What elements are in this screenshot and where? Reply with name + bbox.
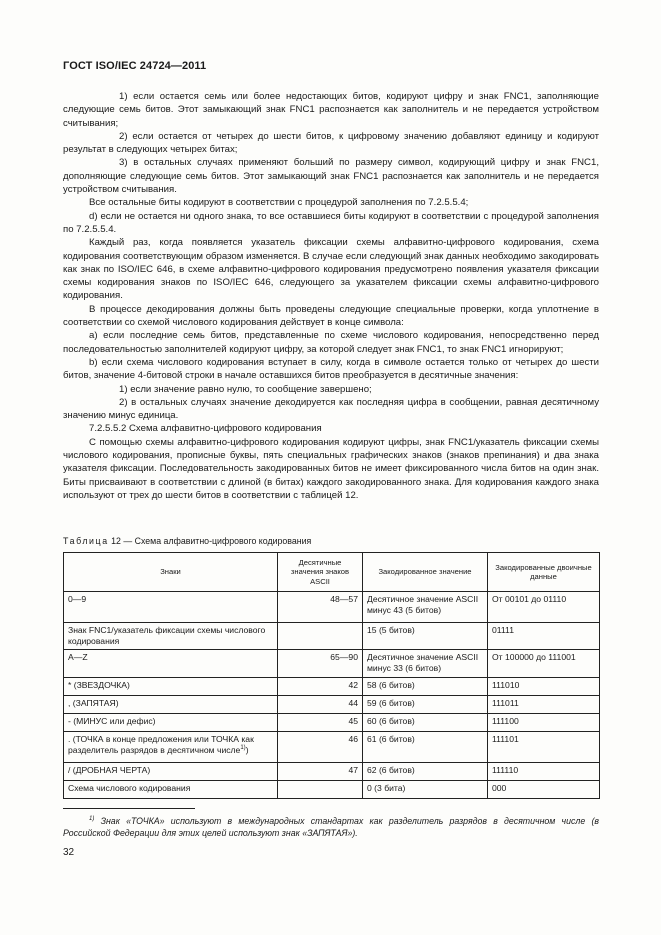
cell-ascii: 47 xyxy=(278,763,363,781)
paragraph-c2: 2) если остается от четырех до шести битов, к цифровому значению добавляют единицу и кодируют результат в следующих четырех битах; xyxy=(63,130,599,156)
paragraph-c3: 3) в остальных случаях применяют больший по размеру символ, кодирующий цифру и знак FNC1, дополняющие следующие семь битов. Этот замыкающий знак FNC1 распознается как заполнитель и не передается устройством считывания. xyxy=(63,157,599,196)
footnote-text: Знак «ТОЧКА» используют в международных стандартах как разделитель разрядов в десятичном числе (в Российской Федерации для этих целей используют знак «ЗАПЯТАЯ»). xyxy=(63,816,599,839)
table-row xyxy=(64,781,600,799)
paragraph-b: b) если схема числового кодирования вступает в силу, когда в символе остается только от четырех до шести битов, значение 4-битовой строки в начале оставшихся битов преобразуется в десятичные значения: xyxy=(63,356,599,382)
table-caption-text: 12 — Схема алфавитно-цифрового кодирования xyxy=(111,536,312,546)
paragraph-a: a) если последние семь битов, представленные по схеме числового кодирования, непосредственно перед последовательностью заполнителей кодируют цифру, за которой следует знак FNC1, то знак FNC1 игнорируют; xyxy=(63,330,599,355)
header-binary-data: Закодированные двоичные данные xyxy=(488,553,600,592)
cell-ascii xyxy=(278,623,363,650)
paragraph-alphanumeric: С помощью схемы алфавитно-цифрового кодирования кодируют цифры, знак FNC1/указатель фиксации схемы числового кодирования, прописные буквы, пять специальных графических знаков (знаков препинания) и два знака указателя фиксации. Последовательность закодированных битов не имеет фиксированного числа битов на один знак. Биты присваивают в соответствии с длиной (в битах) каждого закодированного знака. Для кодирования каждого знака используют от трех до шести битов в соответствии с таблицей 12. xyxy=(63,436,599,501)
paragraph-remaining-bits: Все остальные биты кодируют в соответствии с процедурой заполнения по 7.2.5.5.4; xyxy=(89,197,469,209)
section-heading: 7.2.5.5.2 Схема алфавитно-цифрового кодирования xyxy=(89,423,322,435)
header-encoded-value: Закодированное значение xyxy=(363,553,488,592)
cell-character-text: . (ТОЧКА в конце предложения или ТОЧКА как разделитель разрядов в десятичном числе xyxy=(68,734,254,755)
cell-encoded: 62 (6 битов) xyxy=(363,763,488,781)
table-row xyxy=(64,714,600,732)
cell-ascii: 42 xyxy=(278,678,363,696)
cell-ascii: 46 xyxy=(278,732,363,763)
paragraph-latch: Каждый раз, когда появляется указатель фиксации схемы алфавитно-цифрового кодирования, схема кодирования соответствующим образом изменяется. В случае если следующий знак данных необходимо закодировать как знак по ISO/IEC 646, в схеме алфавитно-цифрового кодирования предусмотрено появления указателя фиксации схемы кодирования знаков по ISO/IEC 646, следующего за указателем фиксации схемы алфавитно-цифрового кодирования. xyxy=(63,237,599,302)
table-caption-prefix: Таблица xyxy=(63,536,109,546)
cell-binary: 111011 xyxy=(488,696,600,714)
paragraph-c1: 1) если остается семь или более недостающих битов, кодируют цифру и знак FNC1, заполняющие следующие семь битов. Этот замыкающий знак FNC1 распознается как заполнитель и не передается устройством считывания; xyxy=(63,91,599,129)
cell-encoded: Десятичное значение ASCII минус 33 (6 битов) xyxy=(363,650,488,678)
cell-ascii xyxy=(278,781,363,799)
cell-character: Знак FNC1/указатель фиксации схемы числового кодирования xyxy=(64,623,278,650)
paragraph-decoding: В процессе декодирования должны быть проведены следующие специальные проверки, когда уплотнение в соответствии со схемой числового кодирования действует в конце символа: xyxy=(63,303,599,329)
table-row xyxy=(64,732,600,763)
footnote xyxy=(63,815,599,840)
table-row xyxy=(64,623,600,650)
cell-binary: От 100000 до 111001 xyxy=(488,650,600,678)
cell-binary: 111100 xyxy=(488,714,600,732)
cell-encoded: 60 (6 битов) xyxy=(363,714,488,732)
standard-header: ГОСТ ISO/IEC 24724—2011 xyxy=(63,60,207,72)
table-row xyxy=(64,592,600,623)
paragraph-b2: 2) в остальных случаях значение декодируется как последняя цифра в сообщении, равная десятичному значению минус единица. xyxy=(63,396,599,422)
cell-binary: 01111 xyxy=(488,623,600,650)
header-ascii-values: Десятичные значения знаков ASCII xyxy=(278,553,363,592)
cell-binary: 000 xyxy=(488,781,600,799)
cell-ascii: 45 xyxy=(278,714,363,732)
cell-character: - (МИНУС или дефис) xyxy=(64,714,278,732)
cell-character: Схема числового кодирования xyxy=(64,781,278,799)
cell-binary: 111010 xyxy=(488,678,600,696)
cell-encoded: 59 (6 битов) xyxy=(363,696,488,714)
table-header-row xyxy=(64,553,600,592)
body-text xyxy=(63,90,599,502)
table-row xyxy=(64,678,600,696)
footnote-mark: 1) xyxy=(89,816,95,823)
cell-character: * (ЗВЕЗДОЧКА) xyxy=(64,678,278,696)
table-caption xyxy=(63,536,311,546)
cell-binary: От 00101 до 01110 xyxy=(488,592,600,623)
encodation-table xyxy=(63,552,600,799)
cell-encoded: 61 (6 битов) xyxy=(363,732,488,763)
cell-encoded: Десятичное значение ASCII минус 43 (5 битов) xyxy=(363,592,488,623)
cell-character xyxy=(64,732,278,763)
cell-binary: 111110 xyxy=(488,763,600,781)
cell-encoded: 15 (5 битов) xyxy=(363,623,488,650)
cell-character: A—Z xyxy=(64,650,278,678)
cell-character-close: ) xyxy=(245,744,249,755)
cell-encoded: 0 (3 бита) xyxy=(363,781,488,799)
paragraph-d: d) если не остается ни одного знака, то все оставшиеся биты кодируют в соответствии с процедурой заполнения по 7.2.5.5.4. xyxy=(63,210,599,235)
footnote-divider xyxy=(63,808,195,809)
cell-ascii: 44 xyxy=(278,696,363,714)
footnote-ref: 1) xyxy=(240,744,246,751)
table-row xyxy=(64,696,600,714)
cell-ascii: 48—57 xyxy=(278,592,363,623)
cell-character: / (ДРОБНАЯ ЧЕРТА) xyxy=(64,763,278,781)
cell-character: , (ЗАПЯТАЯ) xyxy=(64,696,278,714)
header-characters: Знаки xyxy=(64,553,278,592)
paragraph-b1: 1) если значение равно нулю, то сообщение завершено; xyxy=(119,383,372,395)
table-row xyxy=(64,763,600,781)
cell-character: 0—9 xyxy=(64,592,278,623)
cell-encoded: 58 (6 битов) xyxy=(363,678,488,696)
cell-binary: 111101 xyxy=(488,732,600,763)
page-number: 32 xyxy=(63,847,75,858)
table-row xyxy=(64,650,600,678)
cell-ascii: 65—90 xyxy=(278,650,363,678)
